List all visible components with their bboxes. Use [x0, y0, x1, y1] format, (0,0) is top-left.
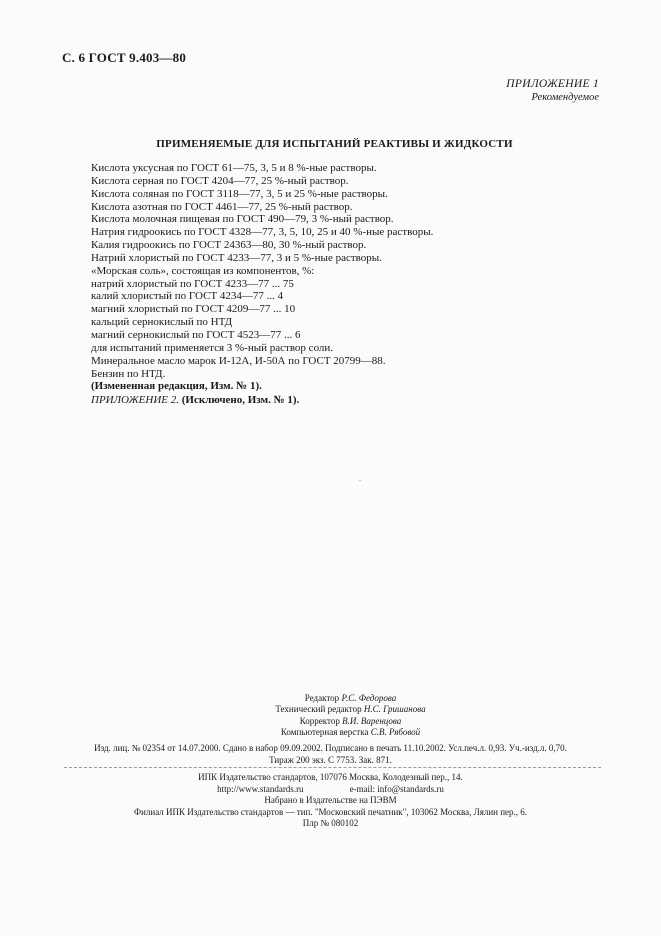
email-link[interactable]: e-mail: info@standards.ru — [349, 783, 444, 794]
credit-line — [40, 727, 661, 738]
reagent-item: Кислота серная по ГОСТ 4204—77, 25 %-ный раствор. — [91, 174, 349, 187]
website-link[interactable]: http://www.standards.ru — [217, 783, 304, 794]
reagent-item: «Морская соль», состоящая из компонентов, %: — [91, 264, 315, 277]
credit-role: Корректор — [299, 715, 340, 726]
divider — [64, 767, 601, 768]
reagent-item: Калия гидроокись по ГОСТ 24363—80, 30 %-ный раствор. — [91, 239, 367, 252]
credit-line — [40, 716, 661, 727]
publisher-address: ИПК Издательство стандартов, 107076 Москва, Колодезный пер., 14. — [198, 772, 463, 782]
typeset-note: Набрано в Издательстве на ПЭВМ — [264, 795, 397, 806]
imprint-line-2: Тираж 200 экз. С 7753. Зак. 871. — [269, 754, 392, 765]
section-title: ПРИМЕНЯЕМЫЕ ДЛЯ ИСПЫТАНИЙ РЕАКТИВЫ И ЖИДКОСТИ — [156, 138, 513, 150]
credit-line — [40, 704, 661, 715]
license-number: Плр № 080102 — [302, 818, 359, 829]
credit-name: Н.С. Гришанова — [363, 704, 426, 715]
revision-note: (Измененная редакция, Изм. № 1). — [91, 380, 262, 393]
appendix-2-line — [91, 394, 299, 406]
page-header: С. 6 ГОСТ 9.403—80 — [62, 50, 187, 65]
reagent-item: для испытаний применяется 3 %-ный раствор соли. — [91, 341, 334, 354]
imprint-block — [0, 743, 661, 766]
credits-block — [0, 693, 661, 738]
credit-role: Редактор — [304, 693, 340, 703]
credit-role: Технический редактор — [275, 704, 362, 715]
credit-name: С.В. Рябовой — [370, 726, 421, 737]
appendix-1-block — [506, 78, 599, 104]
credit-name: В.И. Варенцова — [342, 715, 402, 726]
reagent-item: магний сернокислый по ГОСТ 4523—77 ... 6 — [91, 328, 301, 341]
appendix-1-title: ПРИЛОЖЕНИЕ 1 — [506, 78, 599, 90]
reagent-item: натрий хлористый по ГОСТ 4233—77 ... 75 — [91, 277, 294, 290]
reagent-item: Минеральное масло марок И-12А, И-50А по ГОСТ 20799—88. — [91, 354, 386, 367]
credit-role: Компьютерная верстка — [280, 726, 369, 737]
reagent-item: Кислота азотная по ГОСТ 4461—77, 25 %-ный раствор. — [91, 200, 353, 213]
publisher-footer — [0, 772, 661, 830]
reagent-item: кальций сернокислый по НТД — [91, 316, 233, 329]
appendix-1-note: Рекомендуемое — [531, 92, 599, 103]
credit-name: Р.С. Федорова — [341, 693, 397, 703]
appendix-2-status: (Исключено, Изм. № 1). — [181, 394, 300, 406]
reagent-item: Кислота молочная пищевая по ГОСТ 490—79, 3 %-ный раствор. — [91, 213, 394, 226]
reagent-item: Кислота уксусная по ГОСТ 61—75, 3, 5 и 8 %-ные растворы. — [91, 162, 377, 174]
reagent-item: калий хлористый по ГОСТ 4234—77 ... 4 — [91, 290, 284, 303]
branch-address: Филиал ИПК Издательство стандартов — тип. "Московский печатник", 103062 Москва, Лялин пер., 6. — [133, 806, 528, 817]
imprint-line-1: Изд. лиц. № 02354 от 14.07.2000. Сдано в набор 09.09.2002. Подписано в печать 11.10.2002. Усл.печ.л. 0,93. Уч.-изд.л. 0,70. — [94, 743, 567, 753]
contact-line — [0, 784, 661, 796]
reagent-item: магний хлористый по ГОСТ 4209—77 ... 10 — [91, 303, 296, 316]
reagent-list — [91, 162, 591, 393]
scan-artifact — [359, 480, 361, 481]
appendix-2-label: ПРИЛОЖЕНИЕ 2. — [91, 394, 179, 406]
reagent-item: Кислота соляная по ГОСТ 3118—77, 3, 5 и 25 %-ные растворы. — [91, 187, 388, 200]
credit-line — [40, 693, 661, 704]
reagent-item: Натрий хлористый по ГОСТ 4233—77, 3 и 5 %-ные растворы. — [91, 251, 382, 264]
reagent-item: Натрия гидроокись по ГОСТ 4328—77, 3, 5, 10, 25 и 40 %-ные растворы. — [91, 226, 434, 239]
reagent-item: Бензин по НТД. — [91, 367, 166, 380]
